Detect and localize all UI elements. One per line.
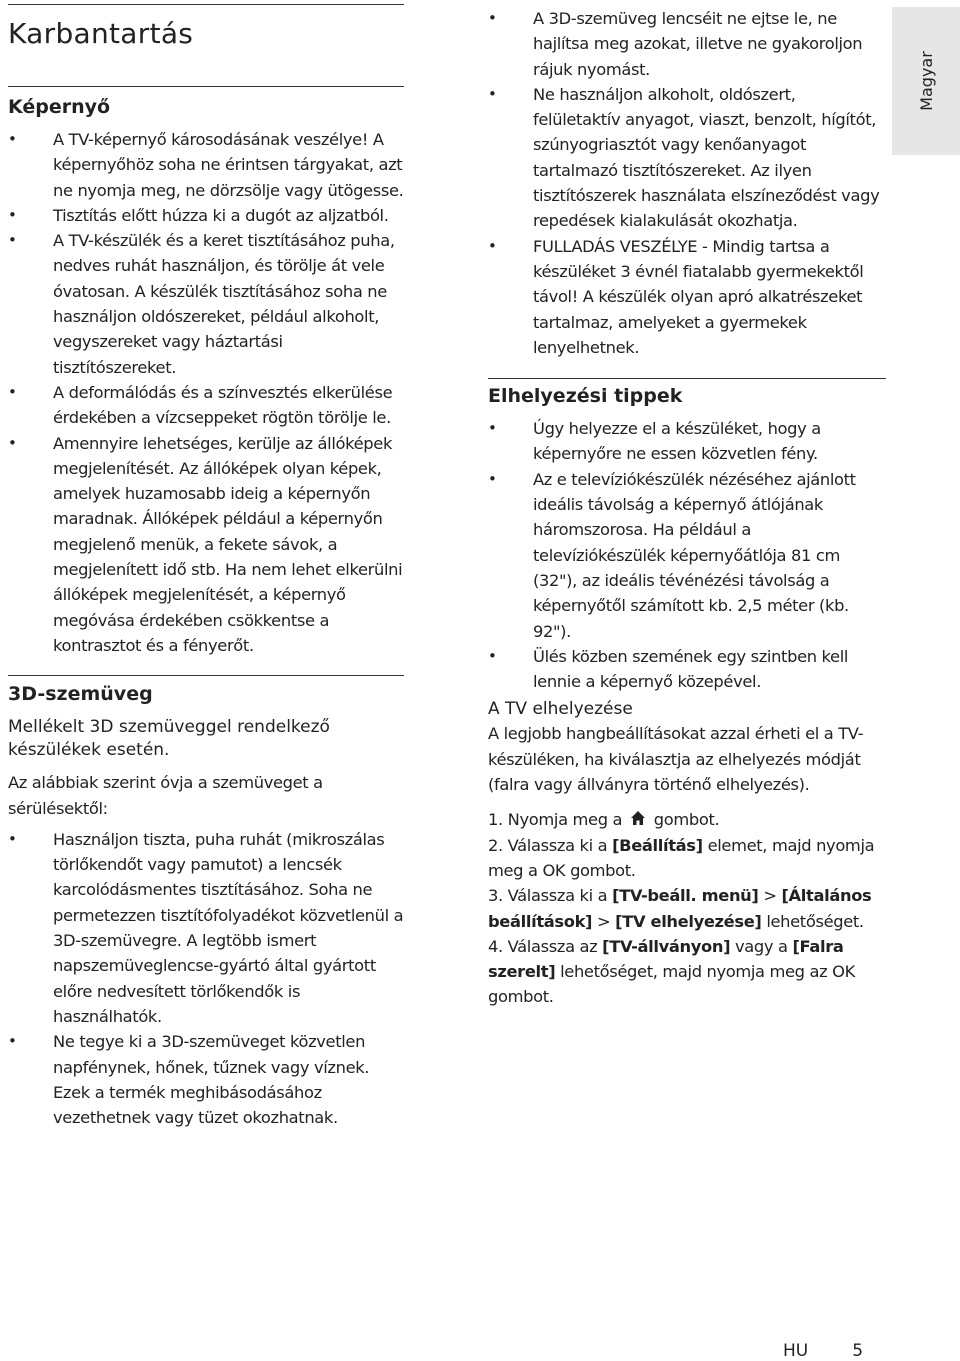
step-4-text-g: gombot. [488,987,554,1007]
step-4 [488,934,886,1010]
step-1 [488,807,886,832]
page-footer [783,1341,863,1361]
menu-general-settings: [Általános beállítások] [488,886,872,931]
step-3-text-g: lehetőséget. [761,911,864,931]
page-number: 5 [852,1341,864,1361]
step-1-text-b: gombot. [653,810,720,830]
step-4-text-e: lehetőséget, majd nyomja meg az [555,962,833,982]
footer-language: HU [783,1341,809,1361]
placement-list [488,416,886,694]
screen-heading: Képernyő [8,96,111,118]
step-2 [488,833,886,884]
list-item: • Ne használjon alkoholt, oldószert, felületaktív anyagot, viaszt, benzolt, hígítót, szúnyogriasztót vagy kenőanyagot tartalmazó tisztítószereket. Az ilyen tisztítószerek használata elszíneződést vagy repedések kialakulását okozhatja. [488,82,886,234]
step-2-text-e: gombot. [565,860,636,880]
page-title: Karbantartás [8,17,194,50]
ok-key: OK [832,962,855,982]
list-item: • A deformálódás és a színvesztés elkerülése érdekében a vízcseppeket rögtön törölje le. [8,380,404,431]
tv-placement-intro: A legjobb hangbeállításokat azzal érheti el a TV-készüléken, ha kiválasztja az elhelyezés módját (falra vagy állványra történő elhelyezés). [488,724,864,795]
screen-list [8,127,404,658]
step-1-text-a: 1. Nyomja meg a [488,810,623,830]
screen-rule [8,86,404,87]
list-item: • A TV-képernyő károsodásának veszélye! A képernyőhöz soha ne érintsen tárgyakat, azt ne nyomja meg, ne dörzsölje vagy ütögesse. [8,127,404,203]
step-4-text-a: 4. Válassza az [488,936,603,956]
step-2-text-a: 2. Válassza ki a [488,835,608,855]
title-rule [8,4,404,5]
list-item: • Ne tegye ki a 3D-szemüveget közvetlen napfénynek, hőnek, tűznek vagy víznek. Ezek a termék meghibásodásához vezethetnek vagy tüzet okozhatnak. [8,1029,404,1130]
list-item: • FULLADÁS VESZÉLYE - Mindig tartsa a készüléket 3 évnél fiatalabb gyermekektől távol! A készülék olyan apró alkatrészeket tartalmaz, amelyeket a gyermekek lenyelhetnek. [488,234,886,360]
glasses-intro: Az alábbiak szerint óvja a szemüveget a sérülésektől: [8,773,323,818]
list-item: • A TV-készülék és a keret tisztításához puha, nedves ruhát használjon, és törölje át vele óvatosan. A készülék tisztításához soha ne használjon oldószereket, például alkoholt, vegyszereket vagy háztartási tisztítószereket. [8,228,404,380]
tv-placement-heading: A TV elhelyezése [488,699,633,720]
placement-heading: Elhelyezési tippek [488,385,683,408]
step-4-text-c: vagy a [730,936,793,956]
list-item: • Amennyire lehetséges, kerülje az állóképek megjelenítését. Az állóképek olyan képek, amelyek huzamosabb ideig a képernyőn maradnak. Állóképek például a képernyőn megjelenő menük, a fekete sávok, a megjelenített idő stb. Ha nem lehet elkerülni állóképek megjelenítését, a képernyő megóvása érdekében csökkentse a kontrasztot és a fényerőt. [8,431,404,659]
menu-tv-settings: [TV-beáll. menü] [612,886,759,906]
option-on-stand: [TV-állványon] [602,936,731,956]
language-tab [892,7,960,155]
glasses-rule [8,675,404,676]
right-column [488,0,886,1010]
list-item: • Ülés közben szemének egy szintben kell lennie a képernyő közepével. [488,644,886,695]
language-label: Magyar [916,51,936,111]
list-item: • Használjon tiszta, puha ruhát (mikroszálas törlőkendőt vagy pamutot) a lencsék karcolódásmentes tisztításához. Soha ne permetezzen tisztítófolyadékot közvetlenül a 3D-szemüvegre. A legtöbb ismert napszemüveglencse-gyártó által gyártott előre nedvesített törlőkendők is használhatók. [8,827,404,1029]
step-2-text-c: elemet, majd nyomja meg a [488,835,875,880]
menu-settings: [Beállítás] [612,835,703,855]
glasses-subheading: Mellékelt 3D szemüveggel rendelkező készülékek esetén. [8,717,330,761]
glasses-heading: 3D-szemüveg [8,683,153,706]
placement-rule [488,378,886,379]
glasses-list-continued [488,6,886,360]
option-wall-mounted: [Falra szerelt] [488,936,844,982]
list-item: • A 3D-szemüveg lencséit ne ejtse le, ne hajlítsa meg azokat, illetve ne gyakoroljon rájuk nyomást. [488,6,886,82]
list-item: • Úgy helyezze el a készüléket, hogy a képernyőre ne essen közvetlen fény. [488,416,886,467]
step-3-text-c: > [758,886,782,906]
menu-tv-placement: [TV elhelyezése] [615,911,762,931]
ok-key: OK [542,860,566,880]
step-3-text-e: > [592,911,616,931]
left-column [8,0,404,1130]
list-item: • Az e televíziókészülék nézéséhez ajánlott ideális távolság a képernyő átlójának háromszorosa. Ha például a televíziókészülék képernyőátlója 81 cm (32"), az ideális tévénézési távolság a képernyőtől számított kb. 2,5 méter (kb. 92"). [488,467,886,644]
list-item: • Tisztítás előtt húzza ki a dugót az aljzatból. [8,203,404,228]
glasses-list [8,827,404,1131]
step-3 [488,883,886,934]
step-3-text-a: 3. Válassza ki a [488,886,613,906]
home-icon [630,810,646,826]
